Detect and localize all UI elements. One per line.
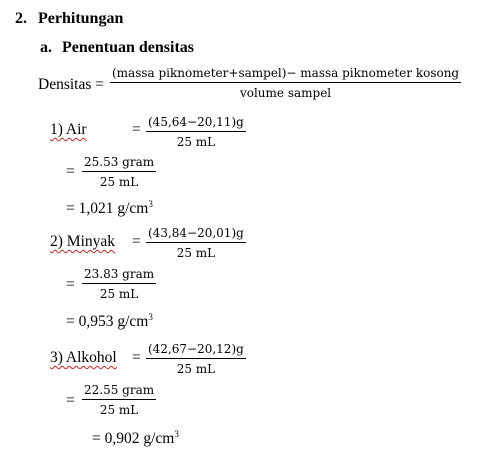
subsection-letter: a.: [40, 39, 52, 56]
item-minyak-fraction-1: [146, 226, 246, 260]
formula-fraction: [110, 66, 461, 100]
item-air-result-text: = 1,021 g/cm: [66, 200, 149, 217]
item-air-fraction-2: [82, 155, 156, 189]
item-minyak-eq1: =: [132, 233, 141, 250]
item-air-eq2: =: [66, 163, 75, 180]
item-minyak-numerator-2: 23.83 gram: [84, 267, 155, 281]
item-minyak-label-text: 2) Minyak: [50, 233, 116, 250]
formula-denominator: volume sampel: [239, 86, 332, 100]
item-alkohol-label-text: 3) Alkohol: [50, 349, 117, 366]
item-air-numerator-1: (45,64−20,11)g: [148, 115, 244, 129]
item-air-unit-exponent: 3: [148, 199, 153, 209]
formula-numerator: (massa piknometer+sampel)− massa piknometer kosong: [112, 66, 460, 80]
subsection-title: Penentuan densitas: [62, 39, 195, 56]
item-alkohol-eq2: =: [66, 392, 75, 409]
item-air-label: [50, 121, 87, 139]
item-air-label-text: 1) Air: [50, 121, 87, 138]
item-air-numerator-2: 25.53 gram: [84, 155, 155, 169]
item-alkohol-fraction-1: [146, 342, 246, 376]
section-number: 2.: [15, 10, 27, 27]
item-air-denominator-2: 25 mL: [99, 175, 139, 189]
item-minyak-label: [50, 233, 115, 251]
item-minyak-result-text: = 0,953 g/cm: [66, 313, 149, 330]
item-alkohol-numerator-1: (42,67−20,12)g: [148, 342, 244, 356]
item-minyak-result: [66, 312, 153, 331]
item-air-result: [66, 199, 153, 218]
item-alkohol-fraction-2: [82, 383, 156, 417]
item-minyak-denominator-2: 25 mL: [99, 287, 139, 301]
section-title: Perhitungan: [38, 10, 124, 27]
item-alkohol-label: [50, 349, 117, 367]
item-minyak-numerator-1: (43,84−20,01)g: [148, 226, 244, 240]
item-alkohol-eq1: =: [132, 349, 141, 366]
item-alkohol-result: [92, 429, 179, 448]
item-air-fraction-1: [146, 115, 246, 149]
item-minyak-unit-exponent: 3: [148, 312, 153, 322]
formula-label: Densitas =: [38, 76, 104, 93]
item-minyak-fraction-2: [82, 267, 156, 301]
item-alkohol-result-text: = 0,902 g/cm: [92, 430, 175, 447]
item-alkohol-denominator-2: 25 mL: [99, 403, 139, 417]
item-air-eq1: =: [132, 121, 141, 138]
item-air-denominator-1: 25 mL: [176, 135, 216, 149]
item-minyak-denominator-1: 25 mL: [176, 246, 216, 260]
item-minyak-eq2: =: [66, 276, 75, 293]
item-alkohol-denominator-1: 25 mL: [176, 362, 216, 376]
item-alkohol-unit-exponent: 3: [174, 429, 179, 439]
item-alkohol-numerator-2: 22.55 gram: [84, 383, 155, 397]
